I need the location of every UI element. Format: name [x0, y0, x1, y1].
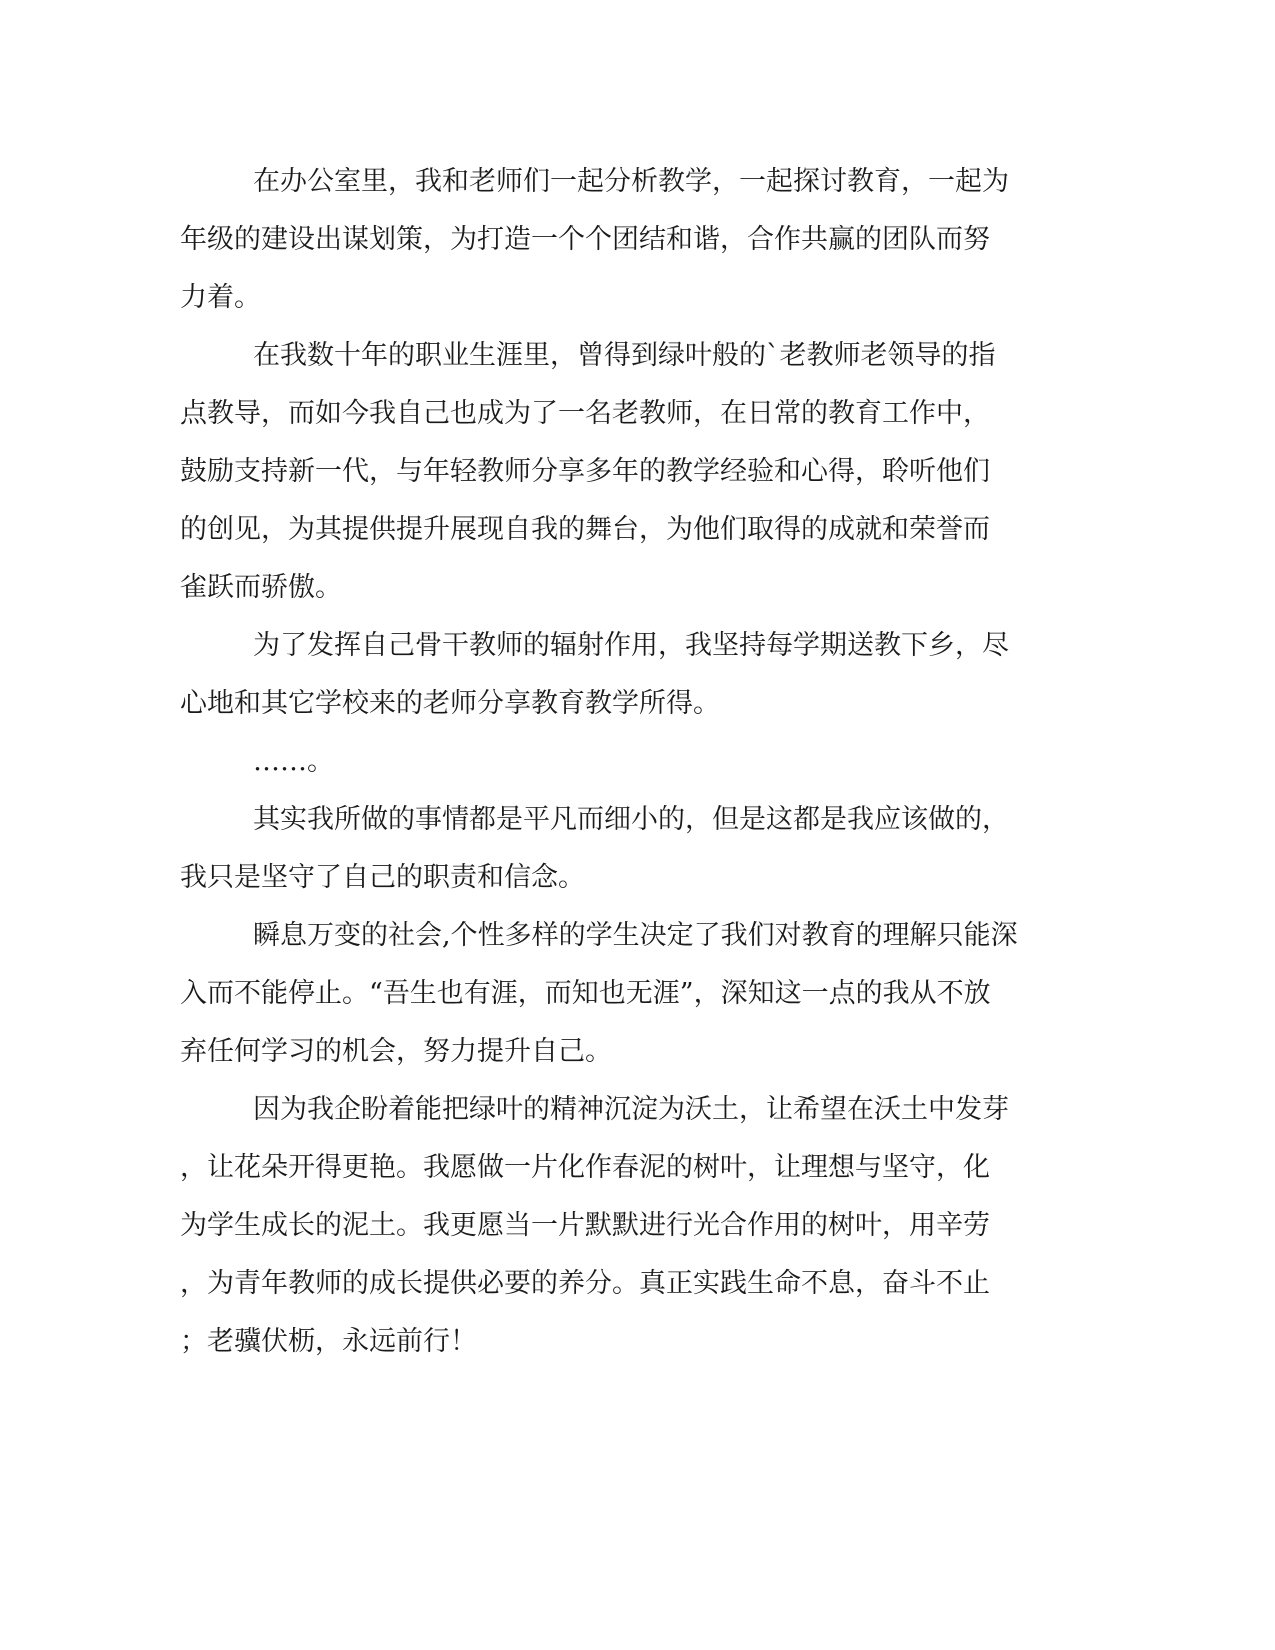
text-line: 力着。	[180, 282, 261, 313]
text-line: 弃任何学习的机会，努力提升自己。	[180, 1036, 612, 1067]
text-line: 为学生成长的泥土。我更愿当一片默默进行光合作用的树叶，用辛劳	[180, 1210, 990, 1241]
text-line: 入而不能停止。“吾生也有涯，而知也无涯”，深知这一点的我从不放	[180, 978, 991, 1009]
text-line: 在我数十年的职业生涯里，曾得到绿叶般的`老教师老领导的指	[253, 340, 996, 371]
text-line: ……。	[253, 746, 334, 777]
text-line: ，让花朵开得更艳。我愿做一片化作春泥的树叶，让理想与坚守，化	[180, 1152, 990, 1183]
text-line: 点教导，而如今我自己也成为了一名老教师，在日常的教育工作中，	[180, 398, 990, 429]
text-line: 其实我所做的事情都是平凡而细小的，但是这都是我应该做的，	[253, 804, 1009, 835]
text-line: 我只是坚守了自己的职责和信念。	[180, 862, 585, 893]
text-line: 心地和其它学校来的老师分享教育教学所得。	[180, 688, 720, 719]
text-line: 因为我企盼着能把绿叶的精神沉淀为沃土，让希望在沃土中发芽	[253, 1094, 1009, 1125]
text-line: 为了发挥自己骨干教师的辐射作用，我坚持每学期送教下乡，尽	[253, 630, 1009, 661]
text-line: 年级的建设出谋划策，为打造一个个团结和谐，合作共赢的团队而努	[180, 224, 990, 255]
text-line: 瞬息万变的社会,个性多样的学生决定了我们对教育的理解只能深	[253, 920, 1018, 951]
text-line: 在办公室里，我和老师们一起分析教学，一起探讨教育，一起为	[253, 166, 1009, 197]
text-line: 鼓励支持新一代，与年轻教师分享多年的教学经验和心得，聆听他们	[180, 456, 990, 487]
text-line: 的创见，为其提供提升展现自我的舞台，为他们取得的成就和荣誉而	[180, 514, 990, 545]
text-line: 雀跃而骄傲。	[180, 572, 342, 603]
text-line: ；老骥伏枥，永远前行！	[180, 1326, 477, 1357]
text-line: ，为青年教师的成长提供必要的养分。真正实践生命不息，奋斗不止	[180, 1268, 990, 1299]
